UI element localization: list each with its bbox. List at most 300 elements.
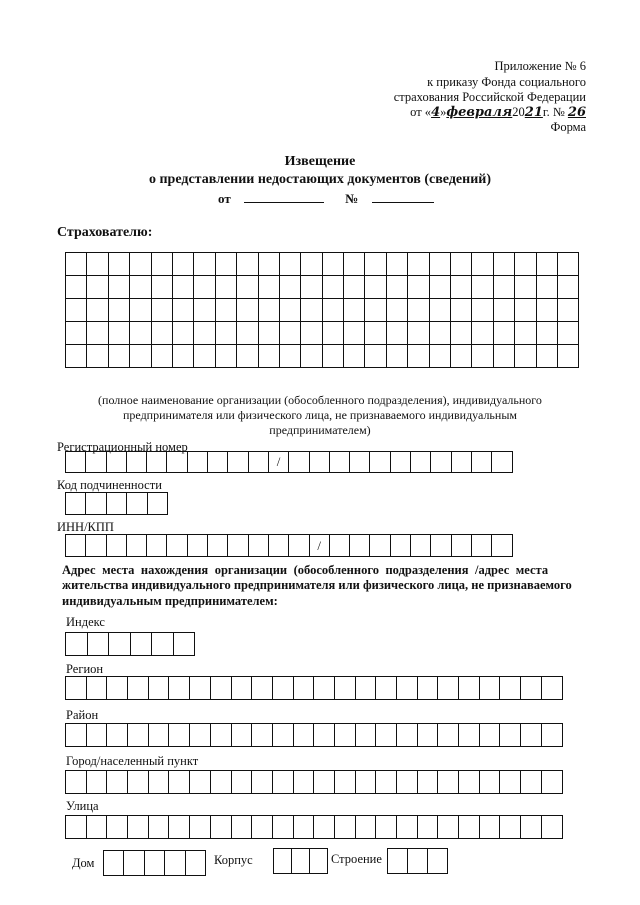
- char-cell[interactable]: [471, 321, 493, 345]
- char-cell[interactable]: [410, 534, 431, 557]
- char-cell[interactable]: [193, 298, 215, 322]
- char-cell[interactable]: [189, 676, 211, 700]
- char-cell[interactable]: [258, 344, 280, 368]
- char-cell[interactable]: [148, 723, 170, 747]
- char-cell[interactable]: [279, 298, 301, 322]
- char-cell[interactable]: [193, 275, 215, 299]
- char-cell[interactable]: [429, 252, 451, 276]
- char-cell[interactable]: [386, 344, 408, 368]
- char-cell[interactable]: [106, 723, 128, 747]
- char-cell[interactable]: [172, 344, 194, 368]
- char-cell[interactable]: [479, 723, 501, 747]
- char-cell[interactable]: [108, 252, 130, 276]
- char-cell[interactable]: [349, 451, 370, 473]
- char-cell[interactable]: [172, 275, 194, 299]
- char-cell[interactable]: [499, 676, 521, 700]
- char-cell[interactable]: [309, 534, 330, 557]
- char-cell[interactable]: [390, 451, 411, 473]
- char-cell[interactable]: [108, 321, 130, 345]
- char-cell[interactable]: [557, 252, 579, 276]
- char-cell[interactable]: [65, 676, 87, 700]
- char-cell[interactable]: [268, 451, 289, 473]
- char-cell[interactable]: [313, 676, 335, 700]
- char-cell[interactable]: [536, 344, 558, 368]
- char-cell[interactable]: [437, 723, 459, 747]
- char-cell[interactable]: [458, 676, 480, 700]
- char-cell[interactable]: [410, 451, 431, 473]
- char-cell[interactable]: [258, 275, 280, 299]
- char-cell[interactable]: [86, 815, 108, 839]
- house-field[interactable]: [104, 850, 206, 876]
- char-cell[interactable]: [236, 298, 258, 322]
- char-cell[interactable]: [417, 676, 439, 700]
- char-cell[interactable]: [375, 815, 397, 839]
- char-cell[interactable]: [375, 770, 397, 794]
- char-cell[interactable]: [148, 770, 170, 794]
- char-cell[interactable]: [293, 770, 315, 794]
- structure-field[interactable]: [388, 848, 448, 874]
- char-cell[interactable]: [429, 298, 451, 322]
- char-cell[interactable]: [164, 850, 185, 876]
- char-cell[interactable]: [258, 252, 280, 276]
- char-cell[interactable]: [493, 298, 515, 322]
- char-cell[interactable]: [493, 252, 515, 276]
- char-cell[interactable]: [168, 723, 190, 747]
- char-cell[interactable]: [65, 723, 87, 747]
- char-cell[interactable]: [187, 534, 208, 557]
- char-cell[interactable]: [417, 815, 439, 839]
- char-cell[interactable]: [514, 252, 536, 276]
- char-cell[interactable]: [491, 451, 512, 473]
- char-cell[interactable]: [396, 723, 418, 747]
- date-blank[interactable]: [244, 190, 324, 203]
- char-cell[interactable]: [458, 723, 480, 747]
- char-cell[interactable]: [146, 451, 167, 473]
- char-cell[interactable]: [231, 815, 253, 839]
- char-cell[interactable]: [172, 298, 194, 322]
- number-blank[interactable]: [372, 190, 434, 203]
- char-cell[interactable]: [126, 451, 147, 473]
- char-cell[interactable]: [231, 676, 253, 700]
- char-cell[interactable]: [520, 723, 542, 747]
- char-cell[interactable]: [471, 451, 492, 473]
- char-cell[interactable]: [86, 676, 108, 700]
- char-cell[interactable]: [126, 534, 147, 557]
- char-cell[interactable]: [215, 321, 237, 345]
- char-cell[interactable]: [168, 815, 190, 839]
- insurer-name-grid[interactable]: [66, 253, 579, 368]
- char-cell[interactable]: [185, 850, 206, 876]
- inn-kpp-field[interactable]: [66, 534, 513, 557]
- char-cell[interactable]: [541, 815, 563, 839]
- char-cell[interactable]: [130, 632, 153, 656]
- char-cell[interactable]: [236, 321, 258, 345]
- char-cell[interactable]: [334, 815, 356, 839]
- char-cell[interactable]: [272, 770, 294, 794]
- char-cell[interactable]: [65, 344, 87, 368]
- char-cell[interactable]: [65, 298, 87, 322]
- char-cell[interactable]: [471, 534, 492, 557]
- char-cell[interactable]: [471, 275, 493, 299]
- char-cell[interactable]: [279, 321, 301, 345]
- char-cell[interactable]: [65, 451, 86, 473]
- char-cell[interactable]: [396, 770, 418, 794]
- char-cell[interactable]: [557, 321, 579, 345]
- char-cell[interactable]: [146, 534, 167, 557]
- char-cell[interactable]: [279, 252, 301, 276]
- char-cell[interactable]: [231, 723, 253, 747]
- char-cell[interactable]: [343, 298, 365, 322]
- char-cell[interactable]: [86, 770, 108, 794]
- char-cell[interactable]: [557, 298, 579, 322]
- char-cell[interactable]: [520, 815, 542, 839]
- char-cell[interactable]: [248, 534, 269, 557]
- char-cell[interactable]: [210, 770, 232, 794]
- char-cell[interactable]: [493, 275, 515, 299]
- char-cell[interactable]: [168, 770, 190, 794]
- char-cell[interactable]: [227, 534, 248, 557]
- char-cell[interactable]: [499, 770, 521, 794]
- char-cell[interactable]: [396, 815, 418, 839]
- char-cell[interactable]: [268, 534, 289, 557]
- char-cell[interactable]: [322, 252, 344, 276]
- char-cell[interactable]: [407, 848, 428, 874]
- reg-number-field[interactable]: [66, 451, 513, 473]
- char-cell[interactable]: [279, 275, 301, 299]
- char-cell[interactable]: [151, 321, 173, 345]
- char-cell[interactable]: [417, 723, 439, 747]
- char-cell[interactable]: [479, 676, 501, 700]
- char-cell[interactable]: [514, 321, 536, 345]
- char-cell[interactable]: [187, 451, 208, 473]
- char-cell[interactable]: [127, 770, 149, 794]
- char-cell[interactable]: [65, 770, 87, 794]
- char-cell[interactable]: [437, 815, 459, 839]
- char-cell[interactable]: [343, 252, 365, 276]
- char-cell[interactable]: [272, 676, 294, 700]
- char-cell[interactable]: [491, 534, 512, 557]
- char-cell[interactable]: [126, 492, 147, 515]
- char-cell[interactable]: [536, 298, 558, 322]
- char-cell[interactable]: [236, 252, 258, 276]
- char-cell[interactable]: [172, 252, 194, 276]
- char-cell[interactable]: [85, 492, 106, 515]
- char-cell[interactable]: [386, 321, 408, 345]
- char-cell[interactable]: [151, 632, 174, 656]
- char-cell[interactable]: [251, 723, 273, 747]
- char-cell[interactable]: [541, 723, 563, 747]
- char-cell[interactable]: [387, 848, 408, 874]
- char-cell[interactable]: [231, 770, 253, 794]
- char-cell[interactable]: [300, 344, 322, 368]
- char-cell[interactable]: [86, 723, 108, 747]
- char-cell[interactable]: [65, 534, 86, 557]
- char-cell[interactable]: [129, 298, 151, 322]
- char-cell[interactable]: [541, 770, 563, 794]
- char-cell[interactable]: [369, 451, 390, 473]
- char-cell[interactable]: [471, 252, 493, 276]
- char-cell[interactable]: [147, 492, 168, 515]
- char-cell[interactable]: [215, 252, 237, 276]
- char-cell[interactable]: [407, 321, 429, 345]
- char-cell[interactable]: [349, 534, 370, 557]
- char-cell[interactable]: [364, 344, 386, 368]
- char-cell[interactable]: [334, 676, 356, 700]
- char-cell[interactable]: [168, 676, 190, 700]
- char-cell[interactable]: [369, 534, 390, 557]
- char-cell[interactable]: [479, 770, 501, 794]
- char-cell[interactable]: [450, 252, 472, 276]
- subordination-field[interactable]: [66, 492, 168, 515]
- char-cell[interactable]: [557, 344, 579, 368]
- char-cell[interactable]: [364, 321, 386, 345]
- char-cell[interactable]: [322, 298, 344, 322]
- char-cell[interactable]: [106, 770, 128, 794]
- char-cell[interactable]: [364, 252, 386, 276]
- char-cell[interactable]: [355, 815, 377, 839]
- address-heading-2: жительства индивидуального предпринимателя или физического лица, не признаваемого: [62, 578, 572, 592]
- char-cell[interactable]: [210, 815, 232, 839]
- char-cell[interactable]: [86, 252, 108, 276]
- char-cell[interactable]: [557, 275, 579, 299]
- char-cell[interactable]: [86, 275, 108, 299]
- char-cell[interactable]: [458, 770, 480, 794]
- district-field[interactable]: [66, 723, 563, 747]
- char-cell[interactable]: [189, 723, 211, 747]
- char-cell[interactable]: [355, 676, 377, 700]
- char-cell[interactable]: [343, 344, 365, 368]
- char-cell[interactable]: [386, 298, 408, 322]
- char-cell[interactable]: [329, 534, 350, 557]
- num-label: №: [345, 191, 359, 206]
- char-cell[interactable]: [300, 321, 322, 345]
- char-cell[interactable]: [65, 252, 87, 276]
- char-cell[interactable]: [536, 275, 558, 299]
- char-cell[interactable]: [309, 451, 330, 473]
- char-cell[interactable]: [193, 344, 215, 368]
- char-cell[interactable]: [450, 321, 472, 345]
- char-cell[interactable]: [251, 676, 273, 700]
- char-cell[interactable]: [87, 632, 110, 656]
- char-cell[interactable]: [85, 534, 106, 557]
- char-cell[interactable]: [437, 676, 459, 700]
- char-cell[interactable]: [151, 275, 173, 299]
- char-cell[interactable]: [106, 815, 128, 839]
- char-cell[interactable]: [248, 451, 269, 473]
- char-cell[interactable]: [396, 676, 418, 700]
- char-cell[interactable]: [322, 344, 344, 368]
- char-cell[interactable]: [129, 275, 151, 299]
- char-cell[interactable]: [499, 815, 521, 839]
- char-cell[interactable]: [258, 298, 280, 322]
- char-cell[interactable]: [322, 275, 344, 299]
- char-cell[interactable]: [151, 252, 173, 276]
- char-cell[interactable]: [103, 850, 124, 876]
- char-cell[interactable]: [293, 676, 315, 700]
- char-cell[interactable]: [65, 632, 88, 656]
- char-cell[interactable]: [108, 632, 131, 656]
- char-cell[interactable]: [390, 534, 411, 557]
- char-cell[interactable]: [300, 252, 322, 276]
- char-cell[interactable]: [193, 252, 215, 276]
- char-cell[interactable]: [407, 298, 429, 322]
- char-cell[interactable]: [313, 723, 335, 747]
- char-cell[interactable]: [108, 344, 130, 368]
- char-cell[interactable]: [86, 298, 108, 322]
- char-cell[interactable]: [272, 723, 294, 747]
- char-cell[interactable]: [279, 344, 301, 368]
- char-cell[interactable]: [210, 723, 232, 747]
- doc-date-number-line: [218, 190, 434, 207]
- doc-subtitle: о представлении недостающих документов (сведений): [148, 172, 491, 187]
- char-cell[interactable]: [427, 848, 448, 874]
- char-cell[interactable]: [334, 723, 356, 747]
- char-cell[interactable]: [407, 344, 429, 368]
- char-cell[interactable]: [215, 298, 237, 322]
- char-cell[interactable]: [520, 676, 542, 700]
- char-cell[interactable]: [129, 252, 151, 276]
- char-cell[interactable]: [85, 451, 106, 473]
- char-cell[interactable]: [407, 275, 429, 299]
- char-cell[interactable]: [430, 534, 451, 557]
- char-cell[interactable]: [166, 534, 187, 557]
- char-cell[interactable]: [227, 451, 248, 473]
- street-field[interactable]: [66, 815, 563, 839]
- char-cell[interactable]: [144, 850, 165, 876]
- char-cell[interactable]: [291, 848, 310, 874]
- char-cell[interactable]: [386, 252, 408, 276]
- char-cell[interactable]: [251, 815, 273, 839]
- char-cell[interactable]: [329, 451, 350, 473]
- char-cell[interactable]: [520, 770, 542, 794]
- char-cell[interactable]: [493, 321, 515, 345]
- char-cell[interactable]: [166, 451, 187, 473]
- char-cell[interactable]: [86, 321, 108, 345]
- char-cell[interactable]: [123, 850, 144, 876]
- index-field[interactable]: [66, 632, 195, 656]
- char-cell[interactable]: [313, 770, 335, 794]
- char-cell[interactable]: [450, 275, 472, 299]
- char-cell[interactable]: [407, 252, 429, 276]
- char-cell[interactable]: [108, 275, 130, 299]
- char-cell[interactable]: [355, 723, 377, 747]
- char-cell[interactable]: [293, 815, 315, 839]
- char-cell[interactable]: [514, 344, 536, 368]
- char-cell[interactable]: [471, 298, 493, 322]
- char-cell[interactable]: [451, 534, 472, 557]
- char-cell[interactable]: [65, 275, 87, 299]
- char-cell[interactable]: [207, 534, 228, 557]
- char-cell[interactable]: [151, 344, 173, 368]
- char-cell[interactable]: [108, 298, 130, 322]
- char-cell[interactable]: [86, 344, 108, 368]
- char-cell[interactable]: [541, 676, 563, 700]
- char-cell[interactable]: [429, 275, 451, 299]
- char-cell[interactable]: [106, 492, 127, 515]
- char-cell[interactable]: [450, 344, 472, 368]
- char-cell[interactable]: [450, 298, 472, 322]
- char-cell[interactable]: [251, 770, 273, 794]
- char-cell[interactable]: [127, 676, 149, 700]
- char-cell[interactable]: [272, 815, 294, 839]
- char-cell[interactable]: [471, 344, 493, 368]
- char-cell[interactable]: [236, 275, 258, 299]
- char-cell[interactable]: [65, 492, 86, 515]
- char-cell[interactable]: [215, 344, 237, 368]
- char-cell[interactable]: [458, 815, 480, 839]
- char-cell[interactable]: [343, 275, 365, 299]
- char-cell[interactable]: [148, 815, 170, 839]
- char-cell[interactable]: [300, 298, 322, 322]
- char-cell[interactable]: [386, 275, 408, 299]
- char-cell[interactable]: [343, 321, 365, 345]
- char-cell[interactable]: [189, 770, 211, 794]
- char-cell[interactable]: [148, 676, 170, 700]
- char-cell[interactable]: [499, 723, 521, 747]
- char-cell[interactable]: [207, 451, 228, 473]
- char-cell[interactable]: [127, 723, 149, 747]
- char-cell[interactable]: [536, 252, 558, 276]
- char-cell[interactable]: [309, 848, 328, 874]
- char-cell[interactable]: [375, 676, 397, 700]
- char-cell[interactable]: [288, 534, 309, 557]
- char-cell[interactable]: [375, 723, 397, 747]
- char-cell[interactable]: [236, 344, 258, 368]
- city-field[interactable]: [66, 770, 563, 794]
- char-cell[interactable]: [65, 815, 87, 839]
- char-cell[interactable]: [129, 344, 151, 368]
- char-cell[interactable]: [451, 451, 472, 473]
- char-cell[interactable]: [129, 321, 151, 345]
- char-cell[interactable]: [151, 298, 173, 322]
- char-cell[interactable]: [493, 344, 515, 368]
- char-cell[interactable]: [313, 815, 335, 839]
- char-cell[interactable]: [322, 321, 344, 345]
- char-cell[interactable]: [300, 275, 322, 299]
- char-cell[interactable]: [364, 298, 386, 322]
- char-cell[interactable]: [514, 298, 536, 322]
- char-cell[interactable]: [215, 275, 237, 299]
- char-cell[interactable]: [293, 723, 315, 747]
- char-cell[interactable]: [479, 815, 501, 839]
- char-cell[interactable]: [355, 770, 377, 794]
- char-cell[interactable]: [429, 321, 451, 345]
- char-cell[interactable]: [437, 770, 459, 794]
- char-cell[interactable]: [514, 275, 536, 299]
- region-field[interactable]: [66, 676, 563, 700]
- building-field[interactable]: [274, 848, 328, 874]
- char-cell[interactable]: [273, 848, 292, 874]
- char-cell[interactable]: [189, 815, 211, 839]
- char-cell[interactable]: [417, 770, 439, 794]
- char-cell[interactable]: [258, 321, 280, 345]
- char-cell[interactable]: [430, 451, 451, 473]
- char-cell[interactable]: [127, 815, 149, 839]
- char-cell[interactable]: [106, 676, 128, 700]
- char-cell[interactable]: [173, 632, 196, 656]
- char-cell[interactable]: [364, 275, 386, 299]
- char-cell[interactable]: [536, 321, 558, 345]
- char-cell[interactable]: [288, 451, 309, 473]
- char-cell[interactable]: [106, 534, 127, 557]
- char-cell[interactable]: [429, 344, 451, 368]
- char-cell[interactable]: [65, 321, 87, 345]
- char-cell[interactable]: [106, 451, 127, 473]
- char-cell[interactable]: [334, 770, 356, 794]
- char-cell[interactable]: [172, 321, 194, 345]
- char-cell[interactable]: [210, 676, 232, 700]
- char-cell[interactable]: [193, 321, 215, 345]
